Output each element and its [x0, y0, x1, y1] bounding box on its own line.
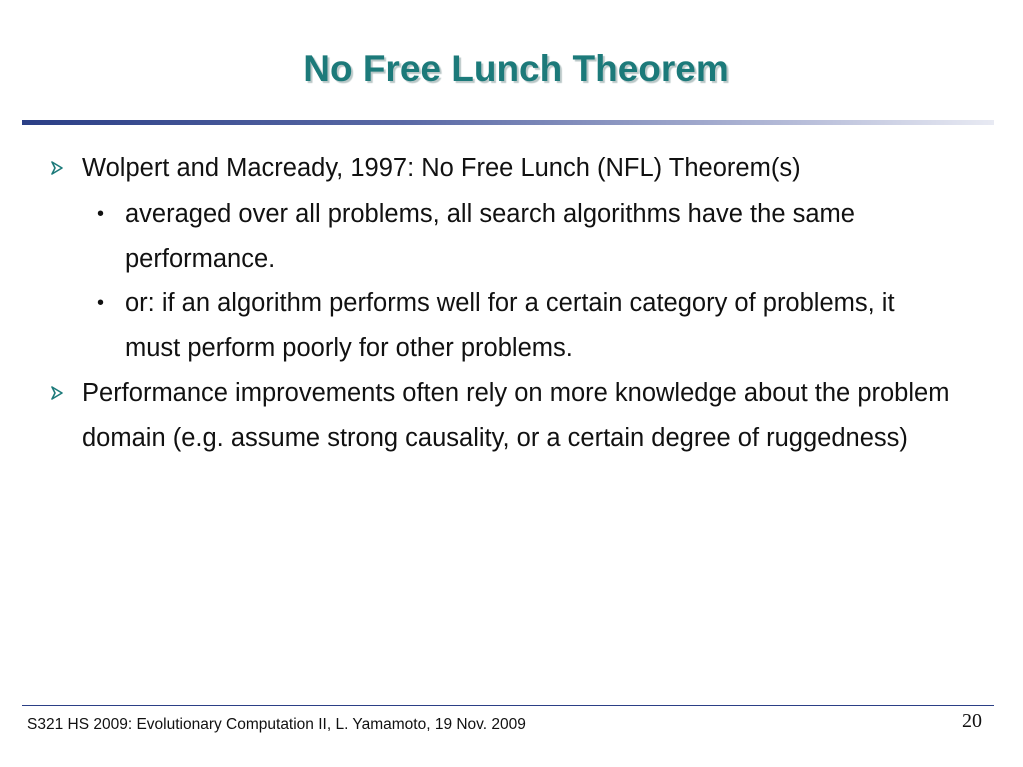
chevron-right-arrowhead-icon: [50, 161, 64, 175]
bullet-1-text: Wolpert and Macready, 1997: No Free Lunch (NFL) Theorem(s): [82, 154, 801, 182]
bullet-2-text: Performance improvements often rely on more knowledge about the problem domain (e.g. assume strong causality, or a certain degree of ruggedness): [82, 379, 950, 452]
slide-title: No Free Lunch Theorem: [303, 48, 729, 89]
sub-bullet-1-1: [97, 192, 955, 281]
bullet-dot-icon: •: [97, 203, 105, 225]
chevron-right-arrowhead-icon: [50, 386, 64, 400]
bullet-1: [82, 146, 982, 191]
page-number: 20: [962, 710, 982, 732]
sub-bullet-1-1-text: averaged over all problems, all search algorithms have the same performance.: [125, 200, 855, 273]
sub-bullet-1-2: [97, 281, 955, 370]
sub-bullet-1-2-text: or: if an algorithm performs well for a certain category of problems, it must perform poorly for other problems.: [125, 289, 895, 362]
footer-divider: [22, 705, 994, 706]
bullet-2: [82, 371, 982, 460]
footer-text: S321 HS 2009: Evolutionary Computation II, L. Yamamoto, 19 Nov. 2009: [27, 716, 526, 733]
title-divider: [22, 120, 994, 125]
bullet-dot-icon: •: [97, 292, 105, 314]
